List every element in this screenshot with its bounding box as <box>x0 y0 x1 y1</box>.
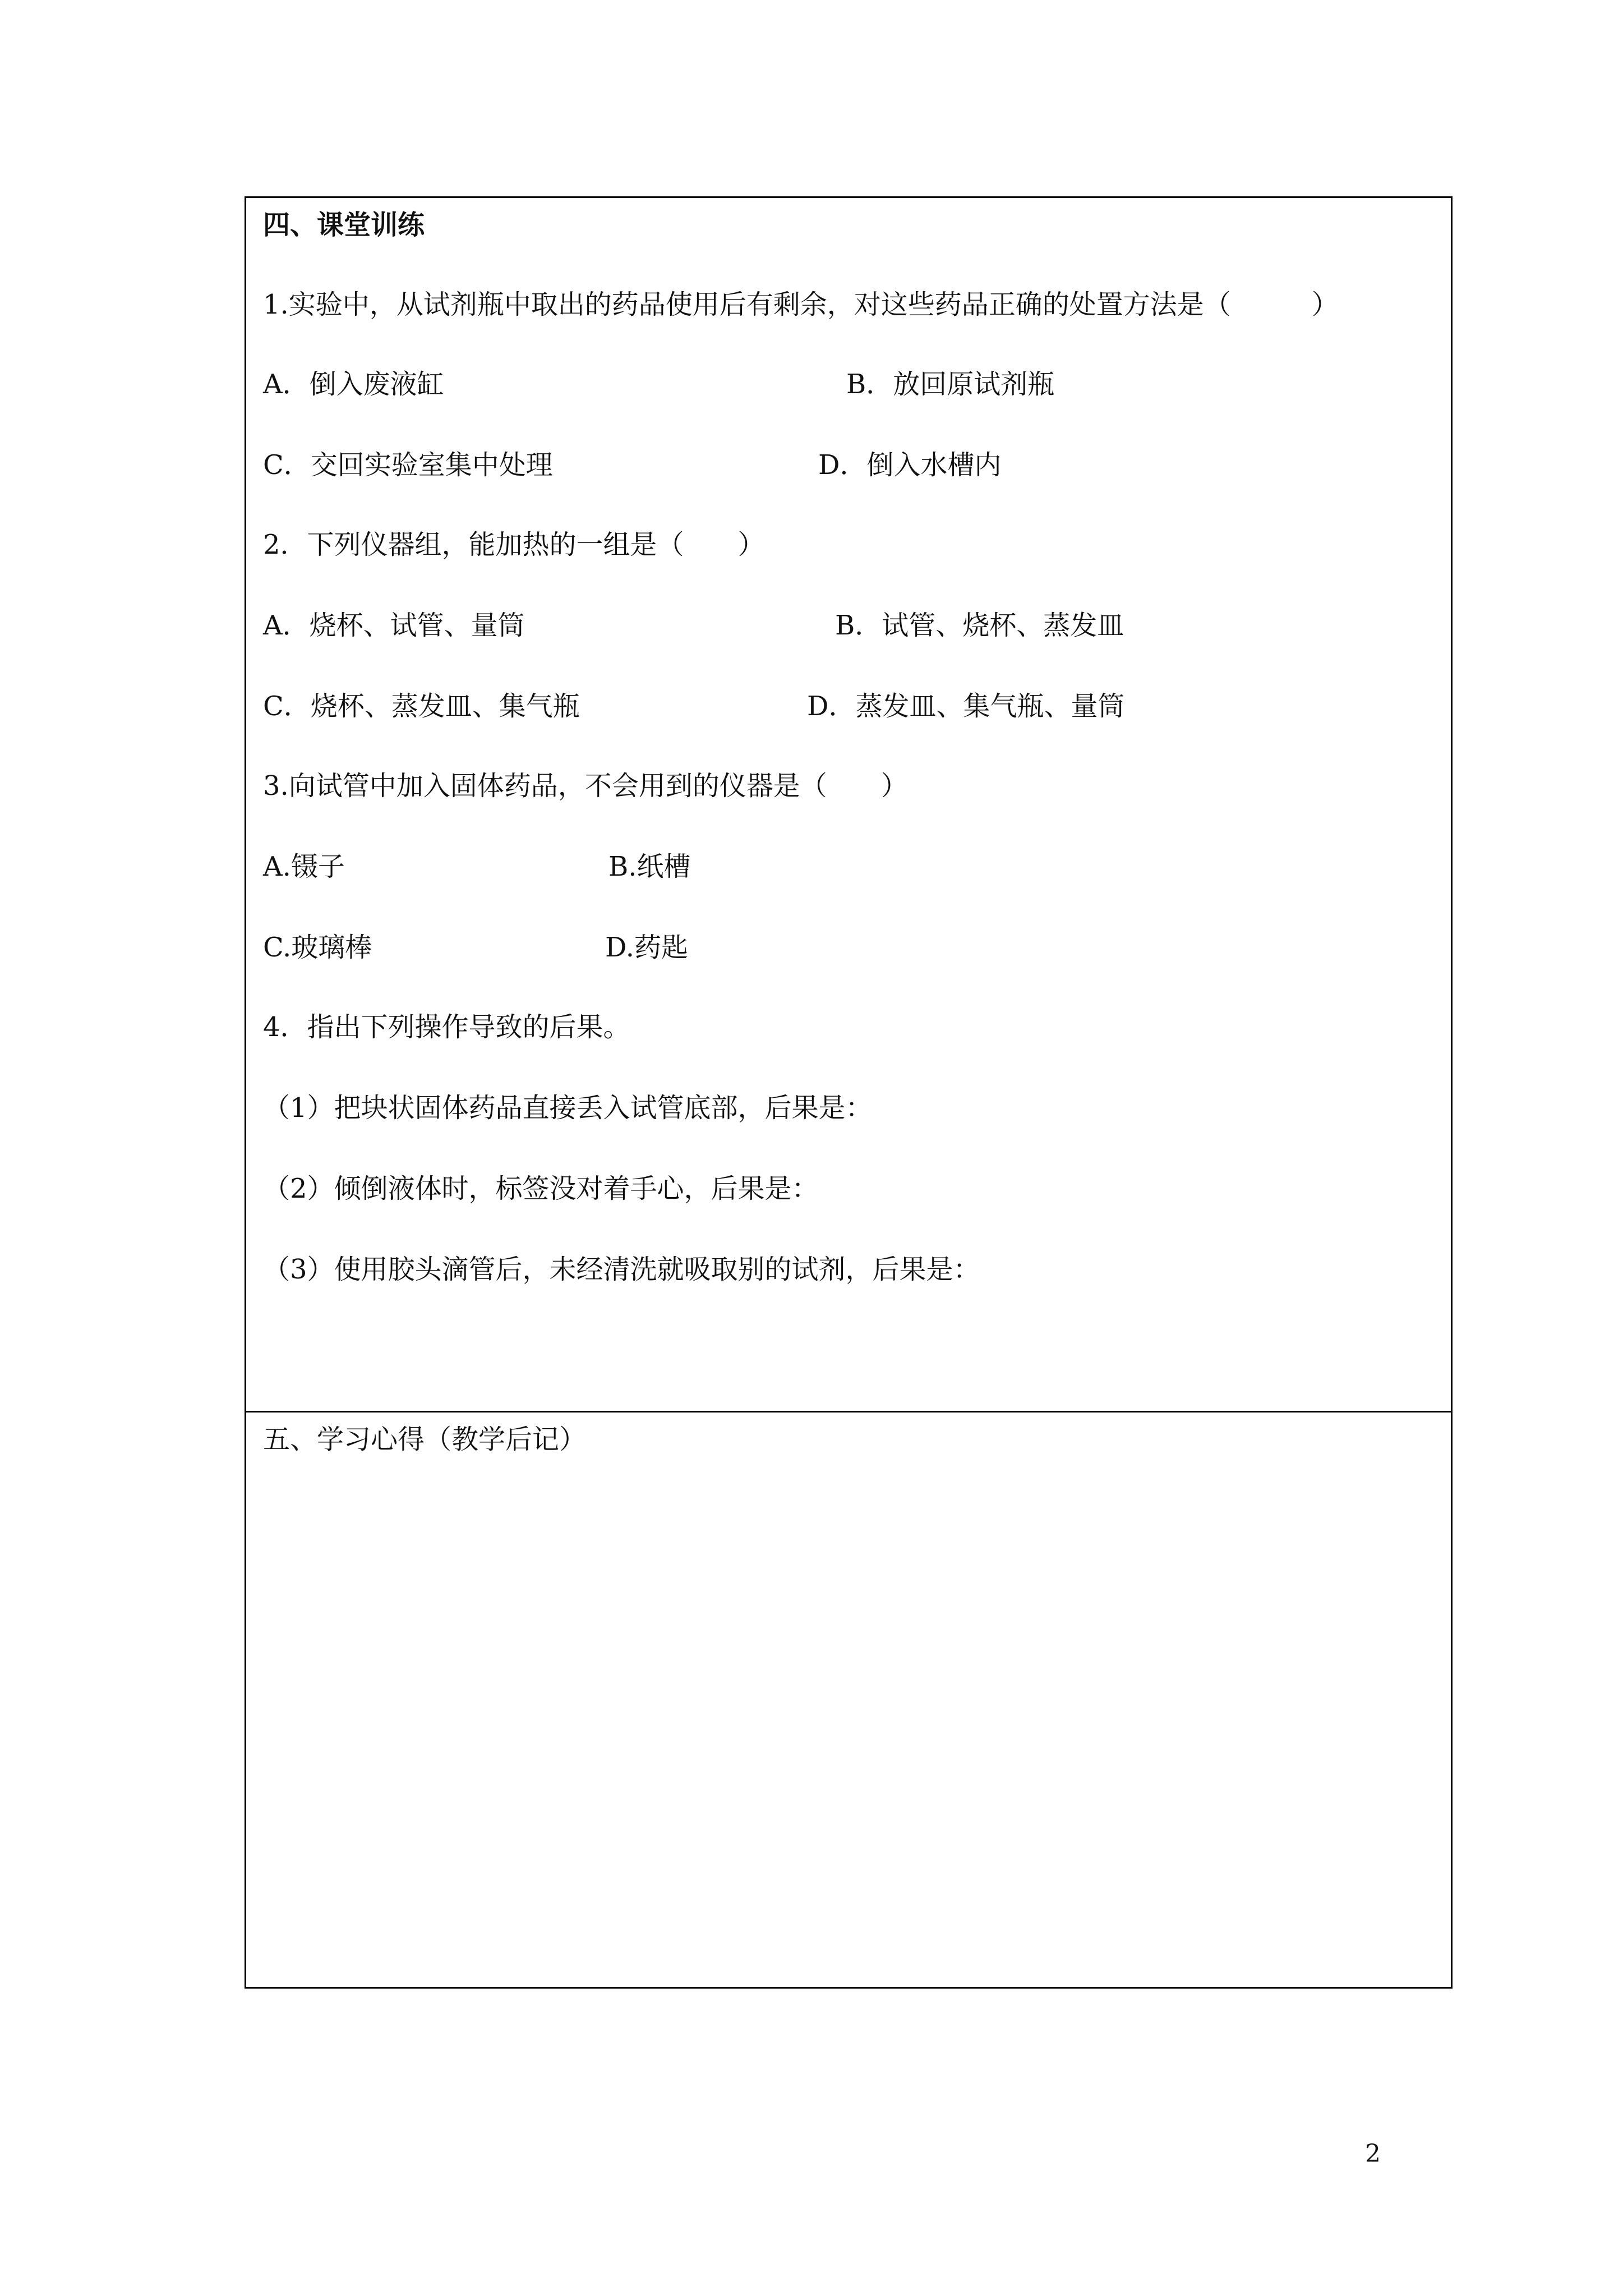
page-number: 2 <box>1365 2139 1381 2168</box>
question-2-option-c: C．烧杯、蒸发皿、集气瓶 <box>263 691 580 722</box>
question-3-option-b: B.纸槽 <box>608 851 691 882</box>
question-3-option-c: C.玻璃棒 <box>263 932 372 963</box>
question-4-item-1: （1）把块状固体药品直接丢入试管底部，后果是： <box>263 1092 873 1124</box>
lesson-table <box>245 196 1453 1989</box>
question-3-stem: 3.向试管中加入固体药品，不会用到的仪器是（ ） <box>263 770 908 802</box>
question-2-option-d: D．蒸发皿、集气瓶、量筒 <box>807 691 1125 722</box>
question-3-option-d: D.药匙 <box>605 932 689 963</box>
question-2-option-b: B．试管、烧杯、蒸发皿 <box>835 610 1124 641</box>
question-1-option-c: C．交回实验室集中处理 <box>263 449 553 481</box>
question-1-option-b: B．放回原试剂瓶 <box>846 369 1055 400</box>
question-1-option-a: A．倒入废液缸 <box>263 369 444 400</box>
question-4-stem: 4．指出下列操作导致的后果。 <box>263 1011 630 1043</box>
question-4-item-3: （3）使用胶头滴管后，未经清洗就吸取别的试剂，后果是： <box>263 1254 980 1285</box>
learning-notes-cell <box>246 1412 1451 1989</box>
classroom-training-cell <box>246 198 1451 1412</box>
section-four-title: 四、课堂训练 <box>263 209 425 241</box>
question-2-option-a: A．烧杯、试管、量筒 <box>263 610 525 641</box>
question-1-option-d: D．倒入水槽内 <box>818 449 1002 481</box>
section-five-title: 五、学习心得（教学后记） <box>263 1424 587 1455</box>
question-1-stem: 1.实验中，从试剂瓶中取出的药品使用后有剩余，对这些药品正确的处置方法是（ ） <box>263 289 1339 320</box>
question-4-item-2: （2）倾倒液体时，标签没对着手心，后果是： <box>263 1173 819 1204</box>
question-2-stem: 2．下列仪器组，能加热的一组是（ ） <box>263 529 765 560</box>
question-3-option-a: A.镊子 <box>263 851 345 882</box>
